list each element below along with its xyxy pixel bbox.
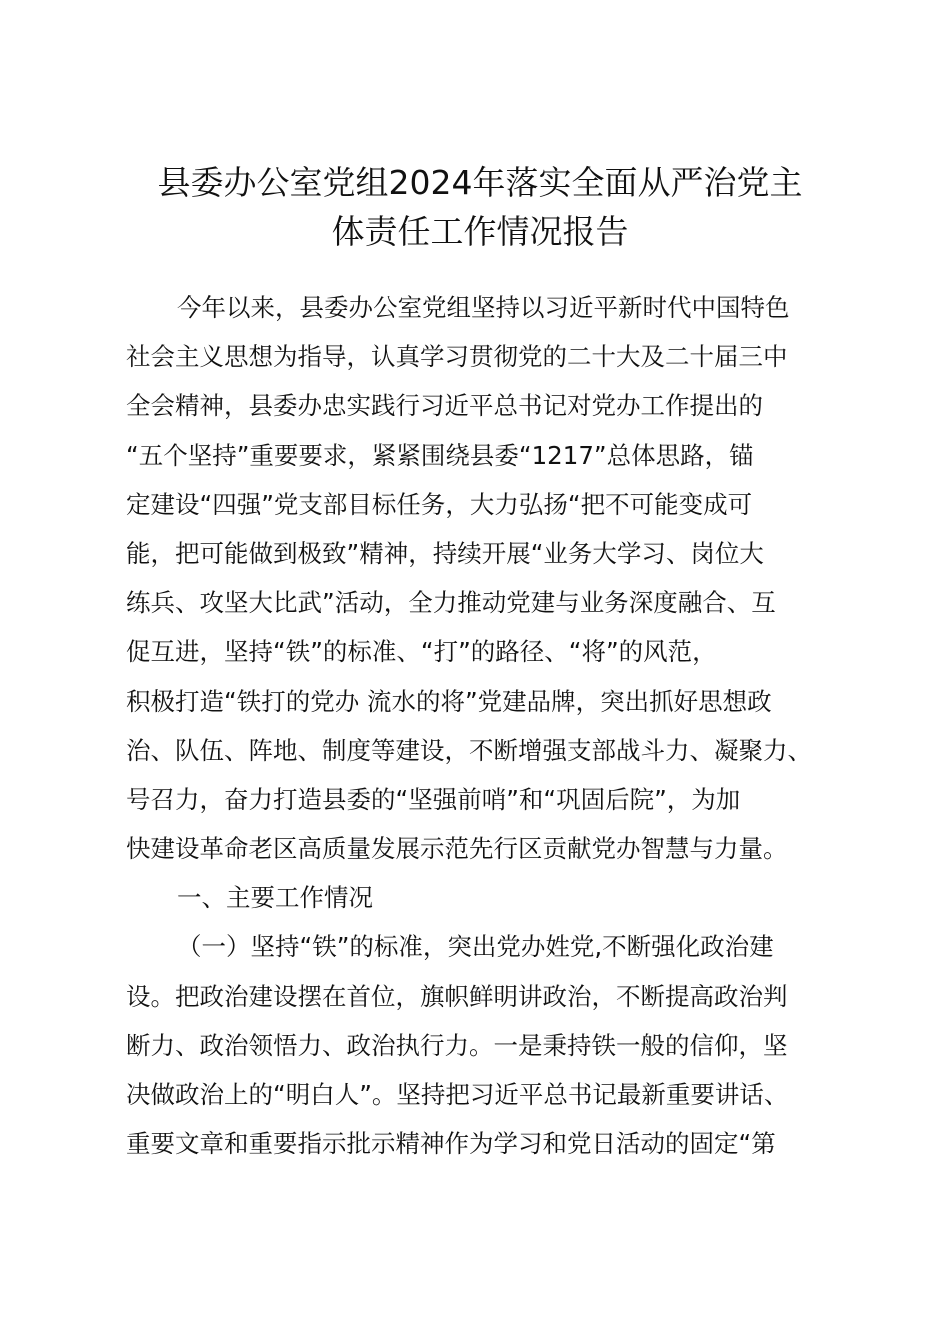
paragraph-intro-line: 快建设革命老区高质量发展示范先行区贡献党办智慧与力量。 xyxy=(126,834,788,864)
document-body xyxy=(126,283,846,1168)
paragraph-intro-line: 练兵、攻坚大比武”活动，全力推动党建与业务深度融合、互 xyxy=(126,588,776,618)
section-heading: 一、主要工作情况 xyxy=(177,883,373,913)
document-title xyxy=(90,158,870,256)
paragraph-intro-line: 社会主义思想为指导，认真学习贯彻党的二十大及二十届三中 xyxy=(126,342,788,372)
subsection-paragraph-line: 设。把政治建设摆在首位，旗帜鲜明讲政治，不断提高政治判 xyxy=(126,981,788,1011)
paragraph-intro-line: 能，把可能做到极致”精神，持续开展“业务大学习、岗位大 xyxy=(126,538,764,568)
paragraph-intro-line: 积极打造“铁打的党办 流水的将”党建品牌，突出抓好思想政 xyxy=(126,686,772,716)
paragraph-intro-line: 号召力，奋力打造县委的“坚强前哨”和“巩固后院”，为加 xyxy=(126,784,741,814)
subsection-paragraph-line: 重要文章和重要指示批示精神作为学习和党日活动的固定“第 xyxy=(126,1129,776,1159)
title-line-2: 体责任工作情况报告 xyxy=(331,212,629,251)
paragraph-intro-line: 促互进，坚持“铁”的标准、“打”的路径、“将”的风范， xyxy=(126,637,717,667)
subsection-paragraph-line: 断力、政治领悟力、政治执行力。一是秉持铁一般的信仰，坚 xyxy=(126,1030,788,1060)
subsection-paragraph-line: （一）坚持“铁”的标准，突出党办姓党,不断强化政治建 xyxy=(177,932,774,962)
paragraph-intro-line: “五个坚持”重要要求，紧紧围绕县委“1217”总体思路，锚 xyxy=(126,440,754,470)
subsection-paragraph-line: 决做政治上的“明白人”。坚持把习近平总书记最新重要讲话、 xyxy=(126,1080,789,1109)
paragraph-intro-line: 全会精神，县委办忠实践行习近平总书记对党办工作提出的 xyxy=(126,391,763,421)
paragraph-intro-line: 治、队伍、阵地、制度等建设，不断增强支部战斗力、凝聚力、 xyxy=(126,735,812,765)
paragraph-intro-line: 定建设“四强”党支部目标任务，大力弘扬“把不可能变成可 xyxy=(126,489,753,519)
paragraph-intro-line: 今年以来，县委办公室党组坚持以习近平新时代中国特色 xyxy=(177,293,790,322)
title-line-1: 县委办公室党组2024年落实全面从严治党主 xyxy=(157,163,803,202)
